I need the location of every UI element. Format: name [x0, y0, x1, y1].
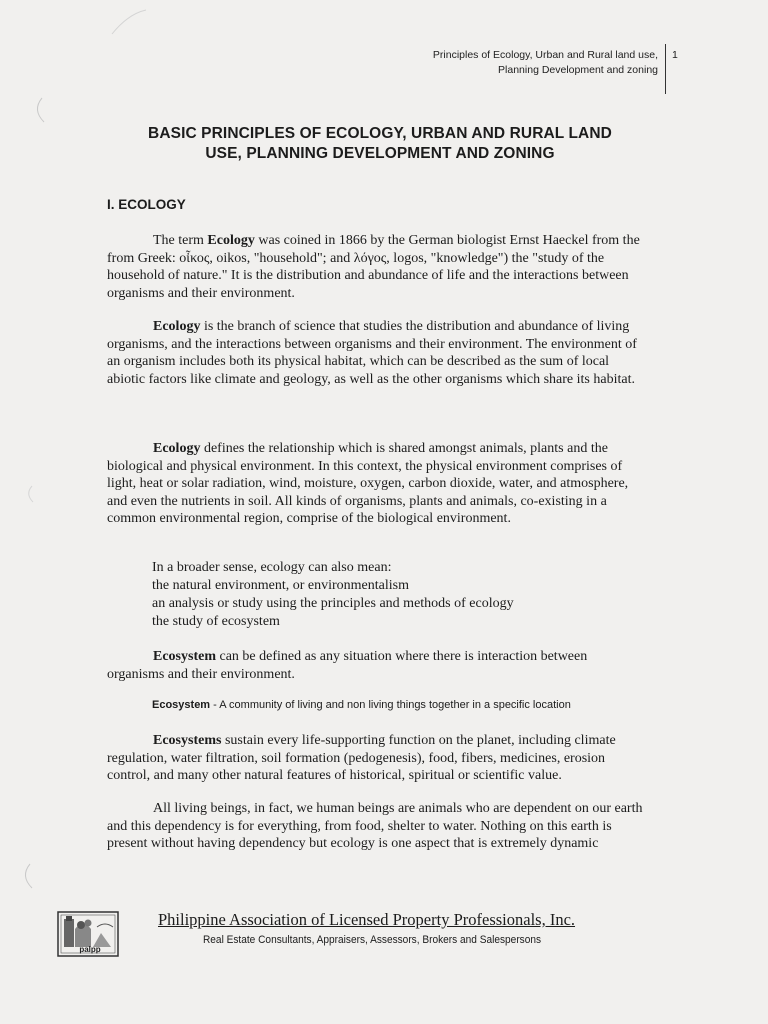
paragraph-5-term: Ecosystems	[153, 733, 222, 748]
scan-mark	[110, 8, 150, 38]
paragraph-5	[107, 732, 647, 785]
paragraph-4	[107, 648, 647, 683]
scan-mark	[28, 96, 48, 126]
list-item: the natural environment, or environmentalism	[152, 578, 409, 593]
paragraph-2-text: is the branch of science that studies the distribution and abundance of living organisms, and the interactions between organisms and their environment. The environment of an organism includes both its physical habitat, which can be described as the sum of local abiotic factors like climate and geology, as well as the other organisms which share its habitat.	[107, 319, 637, 387]
list-item: an analysis or study using the principles and methods of ecology	[152, 596, 514, 611]
paragraph-1-term: Ecology	[207, 233, 255, 248]
paragraph-2-term: Ecology	[153, 319, 201, 334]
logo-text: palpp	[79, 945, 101, 954]
title-line-2: USE, PLANNING DEVELOPMENT AND ZONING	[205, 145, 555, 162]
title-line-1: BASIC PRINCIPLES OF ECOLOGY, URBAN AND RURAL LAND	[148, 125, 612, 142]
scan-mark	[22, 484, 36, 504]
list-item: the study of ecosystem	[152, 614, 280, 629]
paragraph-3	[107, 440, 647, 528]
ecosystem-definition	[152, 699, 571, 711]
header-line-2: Planning Development and zoning	[498, 64, 658, 76]
paragraph-6	[107, 800, 647, 853]
paragraph-2	[107, 318, 647, 388]
paragraph-1	[107, 232, 647, 302]
section-heading: I. ECOLOGY	[107, 197, 186, 212]
paragraph-5-text: sustain every life-supporting function on the planet, including climate regulation, water filtration, soil formation (pedogenesis), food, fibers, medicines, erosion control, and many other natural features of historical, spiritual or scientific value.	[107, 733, 616, 783]
organization-name: Philippine Association of Licensed Property Professionals, Inc.	[158, 910, 576, 929]
definition-text: - A community of living and non living things together in a specific location	[210, 699, 571, 711]
paragraph-1-text: was coined in 1866 by the German biologist Ernst Haeckel from the from Greek: οἶκος, oikos, "household"; and λόγος, logos, "knowledge") the "study of the household of nature." It is the distribution and abundance of life and the interactions between organisms and their environment.	[107, 233, 640, 301]
broader-sense-intro: In a broader sense, ecology can also mean:	[152, 560, 392, 575]
paragraph-1-lead: The term	[153, 233, 208, 248]
header-divider	[665, 44, 666, 94]
paragraph-4-term: Ecosystem	[153, 649, 216, 664]
page-number: 1	[672, 49, 678, 61]
broader-sense-list	[152, 559, 632, 631]
paragraph-4-text: can be defined as any situation where there is interaction between organisms and their environment.	[107, 649, 588, 682]
paragraph-6-text: All living beings, in fact, we human beings are animals who are dependent on our earth and this dependency is for everything, from food, shelter to water. Nothing on this earth is present without having dependency but ecology is one aspect that is extremely dynamic	[107, 801, 643, 851]
organization-subtitle: Real Estate Consultants, Appraisers, Assessors, Brokers and Salespersons	[203, 934, 542, 946]
scan-mark	[16, 862, 36, 892]
definition-term: Ecosystem	[152, 699, 211, 711]
document-title	[110, 124, 650, 164]
header-line-1: Principles of Ecology, Urban and Rural land use,	[432, 49, 658, 61]
paragraph-3-term: Ecology	[153, 441, 201, 456]
palpp-logo	[57, 911, 119, 957]
running-header	[358, 48, 658, 78]
paragraph-3-text: defines the relationship which is shared amongst animals, plants and the biological and physical environment. In this context, the physical environment comprises of light, heat or solar radiation, wind, moisture, oxygen, carbon dioxide, water, and atmosphere, and even the nutrients in soil. All kinds of organisms, plants and animals, co-existing in a common environmental region, comprise of the biological environment.	[107, 441, 629, 526]
